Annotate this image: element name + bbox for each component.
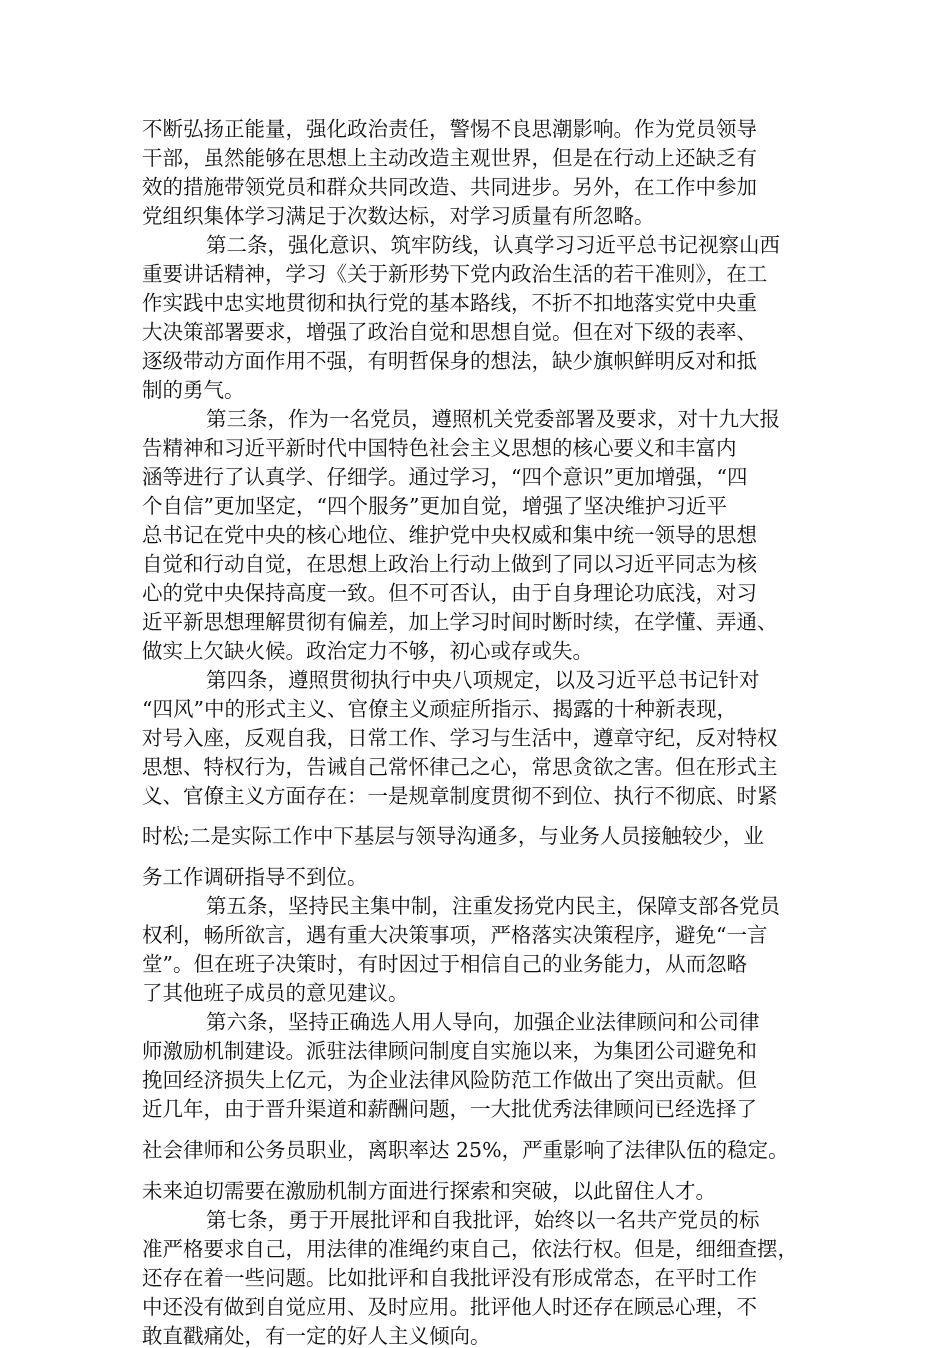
text-line: 做实上欠缺火候。政治定力不够，初心或存或失。 bbox=[142, 639, 593, 663]
text-line: 了其他班子成员的意见建议。 bbox=[142, 981, 409, 1005]
text-line: 不断弘扬正能量，强化政治责任，警惕不良思潮影响。作为党员领导 bbox=[142, 117, 757, 141]
text-line: 自觉和行动自觉，在思想上政治上行动上做到了同以习近平同志为核 bbox=[142, 552, 757, 576]
text-line: 未来迫切需要在激励机制方面进行探索和突破，以此留住人才。 bbox=[142, 1179, 716, 1203]
text-line: 近几年，由于晋升渠道和薪酬问题，一大批优秀法律顾问已经选择了 bbox=[142, 1097, 757, 1121]
text-line: “四风”中的形式主义、官僚主义顽症所指示、揭露的十种新表现， bbox=[142, 697, 737, 721]
text-line: 总书记在党中央的核心地位、维护党中央权威和集中统一领导的思想 bbox=[142, 523, 757, 547]
text-line: 告精神和习近平新时代中国特色社会主义思想的核心要义和丰富内 bbox=[142, 436, 737, 460]
text-line: 还存在着一些问题。比如批评和自我批评没有形成常态，在平时工作 bbox=[142, 1266, 757, 1290]
paragraph-start-line: 第六条，坚持正确选人用人导向，加强企业法律顾问和公司律 bbox=[206, 1010, 760, 1034]
text-line: 时松;二是实际工作中下基层与领导沟通多，与业务人员接触较少，业 bbox=[142, 824, 764, 848]
text-line: 逐级带动方面作用不强，有明哲保身的想法，缺少旗帜鲜明反对和抵 bbox=[142, 349, 757, 373]
text-line: 制的勇气。 bbox=[142, 378, 245, 402]
paragraph-start-line: 第四条，遵照贯彻执行中央八项规定，以及习近平总书记针对 bbox=[206, 668, 760, 692]
text-line: 个自信”更加坚定，“四个服务”更加自觉，增强了坚决维护习近平 bbox=[142, 494, 727, 518]
paragraph-start-line: 第七条，勇于开展批评和自我批评，始终以一名共产党员的标 bbox=[206, 1208, 760, 1232]
paragraph-start-line: 第二条，强化意识、筑牢防线，认真学习习近平总书记视察山西 bbox=[206, 233, 780, 257]
text-line: 中还没有做到自觉应用、及时应用。批评他人时还存在顾忌心理，不 bbox=[142, 1295, 757, 1319]
text-line: 务工作调研指导不到位。 bbox=[142, 865, 368, 889]
paragraph-start-line: 第五条，坚持民主集中制，注重发扬党内民主，保障支部各党员 bbox=[206, 894, 780, 918]
text-line: 权利，畅所欲言，遇有重大决策事项，严格落实决策程序，避免“一言 bbox=[142, 923, 768, 947]
text-line: 对号入座，反观自我，日常工作、学习与生活中，遵章守纪，反对特权 bbox=[142, 726, 778, 750]
paragraph-start-line: 第三条，作为一名党员，遵照机关党委部署及要求，对十九大报 bbox=[206, 407, 780, 431]
text-line: 党组织集体学习满足于次数达标，对学习质量有所忽略。 bbox=[142, 204, 655, 228]
text-line: 大决策部署要求，增强了政治自觉和思想自觉。但在对下级的表率、 bbox=[142, 320, 757, 344]
text-line: 挽回经济损失上亿元，为企业法律风险防范工作做出了突出贡献。但 bbox=[142, 1068, 757, 1092]
text-line: 社会律师和公务员职业，离职率达 25%，严重影响了法律队伍的稳定。 bbox=[142, 1138, 789, 1162]
text-line: 敢直戳痛处，有一定的好人主义倾向。 bbox=[142, 1324, 491, 1348]
text-line: 近平新思想理解贯彻有偏差，加上学习时间时断时续，在学懂、弄通、 bbox=[142, 610, 778, 634]
text-line: 思想、特权行为，告诫自己常怀律己之心，常思贪欲之害。但在形式主 bbox=[142, 755, 778, 779]
text-line: 作实践中忠实地贯彻和执行党的基本路线，不折不扣地落实党中央重 bbox=[142, 291, 757, 315]
text-line: 义、官僚主义方面存在：一是规章制度贯彻不到位、执行不彻底、时紧 bbox=[142, 784, 778, 808]
text-line: 涵等进行了认真学、仔细学。通过学习，“四个意识”更加增强，“四 bbox=[142, 465, 748, 489]
text-line: 心的党中央保持高度一致。但不可否认，由于自身理论功底浅，对习 bbox=[142, 581, 757, 605]
text-line: 效的措施带领党员和群众共同改造、共同进步。另外，在工作中参加 bbox=[142, 175, 757, 199]
text-line: 师激励机制建设。派驻法律顾问制度自实施以来，为集团公司避免和 bbox=[142, 1039, 757, 1063]
text-line: 干部，虽然能够在思想上主动改造主观世界，但是在行动上还缺乏有 bbox=[142, 146, 757, 170]
text-line: 重要讲话精神，学习《关于新形势下党内政治生活的若干准则》，在工 bbox=[142, 262, 768, 286]
text-line: 堂”。但在班子决策时，有时因过于相信自己的业务能力，从而忽略 bbox=[142, 952, 747, 976]
text-line: 准严格要求自己，用法律的准绳约束自己，依法行权。但是，细细查摆， bbox=[142, 1237, 798, 1261]
